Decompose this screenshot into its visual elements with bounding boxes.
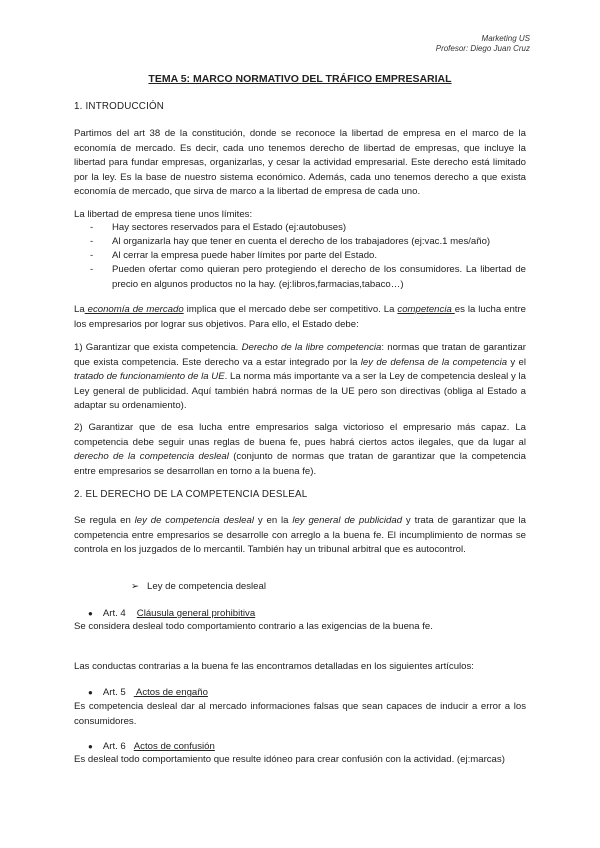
bullet-icon: ● — [88, 609, 93, 618]
intro-paragraph: Partimos del art 38 de la constitución, donde se reconoce la libertad de empresa en el marco de la economía de mercado. Es decir, cada uno tenemos derecho de libertad de empresas, que incluye la libertad para fundar empresas, organizarlas, y cesar la actividad empresarial. Este derecho está limitado por la ley. Es la base de nuestro sistema económico. Además, cada uno tenemos derecho a que exista economía de mercado, que sirva de marco a la libertad de empresa de cada uno. — [74, 128, 526, 198]
bullet-icon: ● — [88, 688, 93, 697]
competition-point-1: 1) Garantizar que exista competencia. Derecho de la libre competencia: normas que tratan de garantizar que exista competencia. Este derecho va a estar integrado por la ley de defensa de la competencia y el tratado de funcionamiento de la UE. La norma más importante va a ser la Ley de competencia desleal y la Ley general de publicidad. Aquí también habrá normas de la UE pero son directivas (obliga al Estado a adaptar su ordenamiento). — [74, 342, 527, 412]
regulation-paragraph: Se regula en ley de competencia desleal y en la ley general de publicidad y trata de garantizar que la competencia entre empresarios se desarrolle con arreglo a la buena fe. El incumplimiento de normas se controla en los juzgados de lo mercantil. También hay un tribunal arbitral que es autocontrol. — [74, 515, 527, 556]
bullet-icon: ● — [88, 742, 93, 751]
section-heading-introduccion: 1. INTRODUCCIÓN — [74, 101, 165, 112]
market-paragraph: La economía de mercado implica que el mercado debe ser competitivo. La competencia es la lucha entre los empresarios por lograr sus objetivos. Para ello, el Estado debe: — [74, 304, 527, 330]
article-heading: ● Art. 5 Actos de engaño — [88, 687, 208, 698]
article-heading: ● Art. 6 Actos de confusión — [88, 741, 215, 752]
limit-item: - Al organizarla hay que tener en cuenta el derecho de los trabajadores (ej:vac.1 mes/año) — [90, 236, 491, 247]
conducts-paragraph: Las conductas contrarias a la buena fe las encontramos detalladas en los siguientes artículos: — [74, 661, 474, 672]
law-heading: ➢ Ley de competencia desleal — [131, 581, 266, 592]
document-title: TEMA 5: MARCO NORMATIVO DEL TRÁFICO EMPRESARIAL — [148, 73, 452, 85]
limit-item: - Pueden ofertar como quieran pero protegiendo el derecho de los consumidores. La libertad de precio en algunos productos no la hay. (ej:libros,farmacias,tabaco…) — [90, 264, 526, 290]
article-text: Es desleal todo comportamiento que resulte idóneo para crear confusión con la actividad. (ej:marcas) — [74, 754, 505, 765]
article-text: Es competencia desleal dar al mercado informaciones falsas que sean capaces de inducir a error a los consumidores. — [74, 701, 526, 727]
limit-item: - Hay sectores reservados para el Estado (ej:autobuses) — [90, 222, 347, 233]
article-text: Se considera desleal todo comportamiento contrario a las exigencias de la buena fe. — [74, 621, 433, 632]
arrow-icon: ➢ — [131, 581, 140, 592]
limits-intro: La libertad de empresa tiene unos límites: — [74, 209, 253, 220]
section-heading-competencia-desleal: 2. EL DERECHO DE LA COMPETENCIA DESLEAL — [74, 489, 308, 500]
limit-item: - Al cerrar la empresa puede haber límites por parte del Estado. — [90, 250, 378, 261]
article-heading: ● Art. 4 Cláusula general prohibitiva — [88, 608, 256, 619]
header-course: Marketing US — [481, 34, 530, 43]
competition-point-2: 2) Garantizar que de esa lucha entre empresarios salga victorioso el empresario más capaz. La competencia debe seguir unas reglas de buena fe, pues habrá ciertos actos ilegales, que da lugar al derecho de la competencia desleal (conjunto de normas que tratan de garantizar que la competencia entre empresarios se desarrollan en torno a la buena fe). — [74, 422, 526, 477]
header-professor: Profesor: Diego Juan Cruz — [435, 44, 530, 53]
